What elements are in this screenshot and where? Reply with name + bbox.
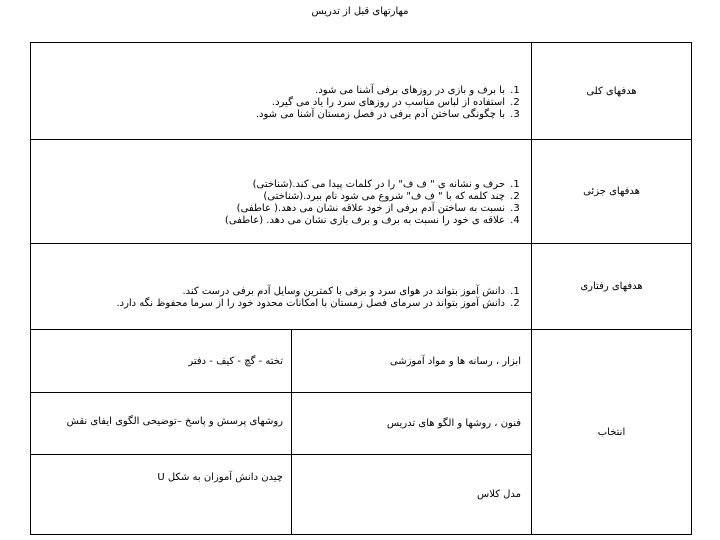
class-model-value: چیدن دانش آموزان به شکل U bbox=[31, 455, 292, 535]
methods-label: فنون ، روشها و الگو های تدریس bbox=[292, 393, 532, 455]
list-item: 2. استفاده از لباس مناسب در روزهای سرد را یاد می گیرد. bbox=[31, 97, 507, 109]
general-goals-row bbox=[31, 43, 692, 140]
behavioral-goals-list bbox=[31, 286, 531, 310]
lesson-plan-table bbox=[30, 42, 692, 535]
behavioral-goals-cell bbox=[31, 244, 532, 330]
list-item: 2. دانش آموز بتواند در سرمای فصل زمستان با امکانات محدود خود را از سرما محفوظ نگه دارد. bbox=[31, 298, 507, 310]
list-item: 3. نسبت به ساختن آدم برفی از خود علاقه نشان می دهد.( عاطفی) bbox=[31, 203, 507, 215]
specific-goals-cell bbox=[31, 140, 532, 244]
specific-goals-label: هدفهای جزئی bbox=[532, 140, 692, 244]
specific-goals-row bbox=[31, 140, 692, 244]
general-goals-label: هدفهای کلی bbox=[532, 43, 692, 140]
class-model-label: مدل کلاس bbox=[292, 455, 532, 535]
general-goals-cell bbox=[31, 43, 532, 140]
behavioral-goals-label: هدفهای رفتاری bbox=[532, 244, 692, 330]
general-goals-list bbox=[31, 85, 531, 121]
list-item: 3. با چگونگی ساختن آدم برفی در فصل زمستان آشنا می شود. bbox=[31, 109, 507, 121]
list-item: 1. دانش آموز بتواند در هوای سرد و برفی با کمترین وسایل آدم برفی درست کند. bbox=[31, 286, 507, 298]
page-title: مهارتهای قبل از تدریس bbox=[311, 6, 409, 17]
list-item: 4. علاقه ی خود را نسبت به برف و برف بازی نشان می دهد. (عاطفی) bbox=[31, 215, 507, 227]
tools-value: تخته - گچ - کیف - دفتر bbox=[31, 330, 292, 393]
methods-value: روشهای پرسش و پاسخ –توضیحی الگوی ایفای نقش bbox=[31, 393, 292, 455]
list-item: 1. با برف و بازی در روزهای برفی آشنا می شود. bbox=[31, 85, 507, 97]
list-item: 2. چند کلمه که با " ف ف" شروع می شود نام ببرد.(شناختی) bbox=[31, 191, 507, 203]
specific-goals-list bbox=[31, 179, 531, 227]
list-item: 1. حرف و نشانه ی " ف ف" را در کلمات پیدا می کند.(شناختی) bbox=[31, 179, 507, 191]
tools-label: ابزار ، رسانه ها و مواد آموزشی bbox=[292, 330, 532, 393]
selection-row-tools bbox=[31, 330, 692, 393]
behavioral-goals-row bbox=[31, 244, 692, 330]
selection-label: انتخاب bbox=[532, 330, 692, 535]
